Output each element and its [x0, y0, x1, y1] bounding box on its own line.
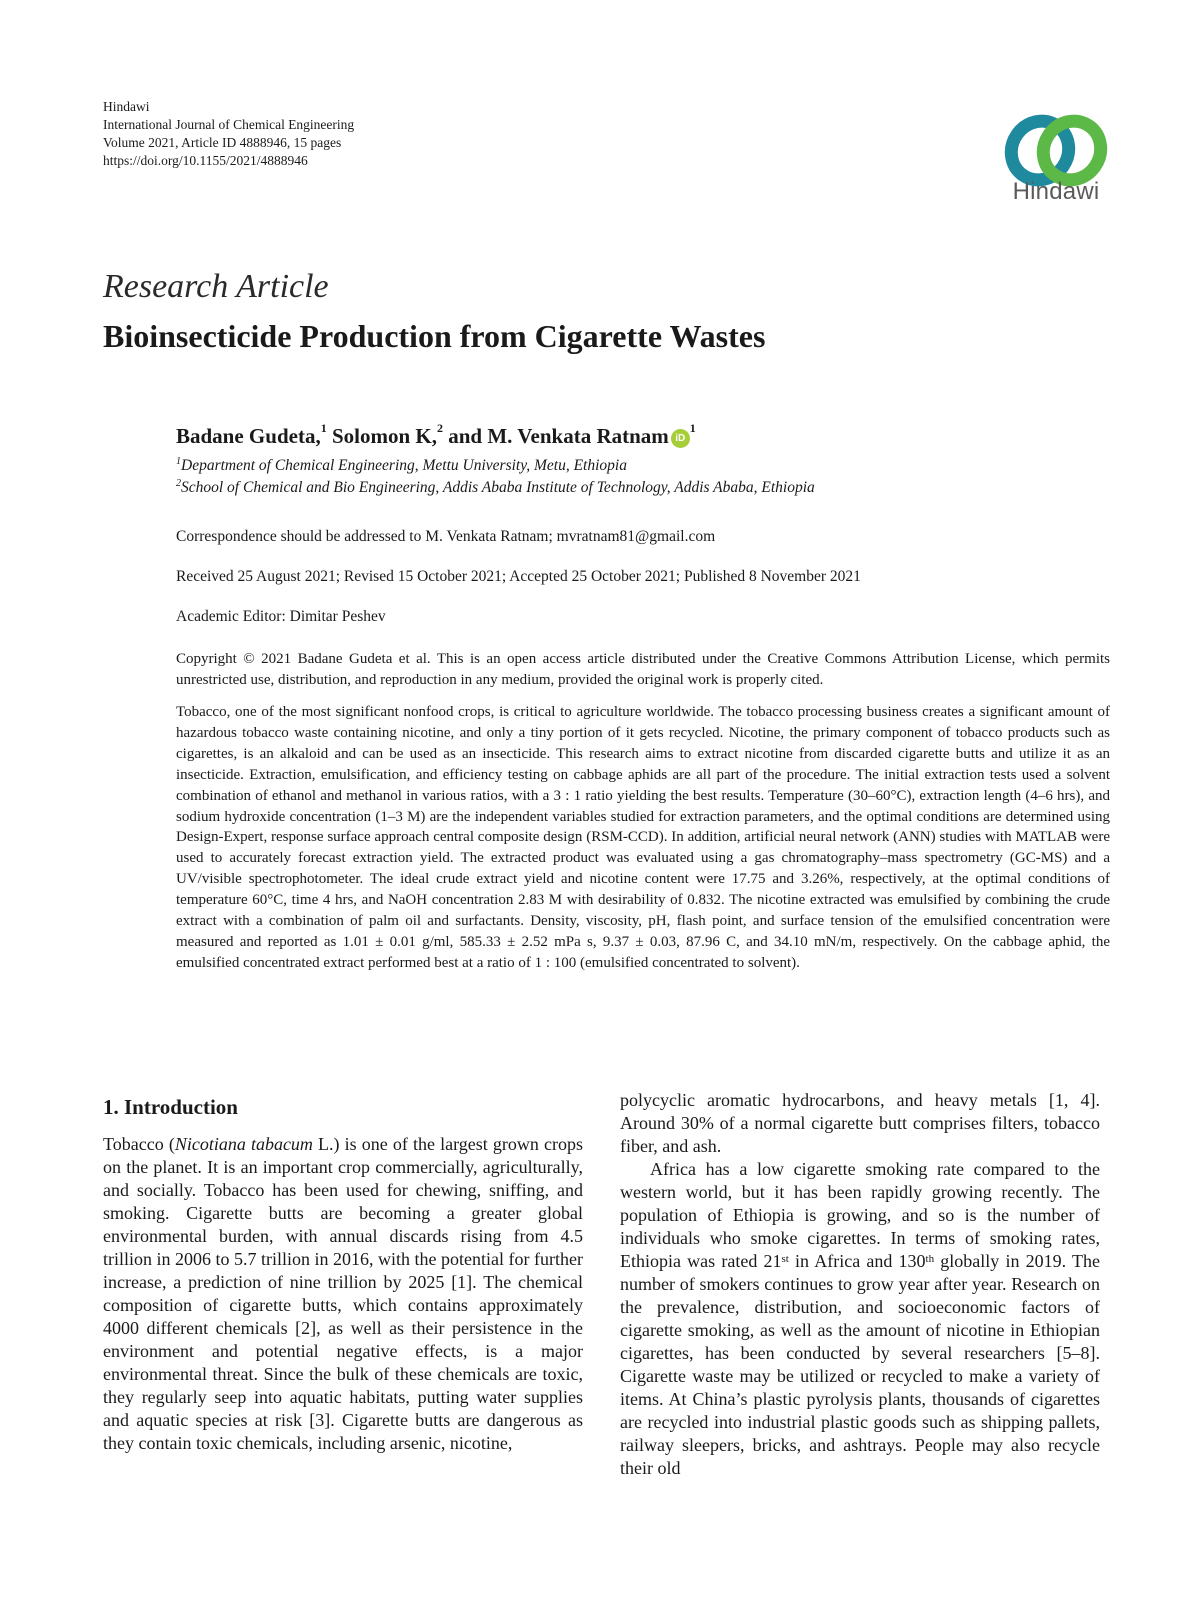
intro-paragraph-2: Africa has a low cigarette smoking rate compared to the western world, but it has been rapidly growing recently. The population of Ethiopia is growing, and so is the number of individuals who smoke cigarettes. In terms of smoking rates, Ethiopia was rated 21st in Africa and 130th globally in 2019. The number of smokers continues to grow year after year. Research on the prevalence, distribution, and socioeconomic factors of cigarette smoking, as well as the amount of nicotine in Ethiopian cigarettes, has been conducted by several researchers [5–8]. Cigarette waste may be utilized or recycled to make a variety of items. At China’s plastic pyrolysis plants, thousands of cigarettes are recycled into industrial plastic goods such as shipping pallets, railway sleepers, bricks, and ashtrays. People may also recycle their old — [620, 1159, 1100, 1478]
body-column-left — [103, 1133, 583, 1455]
journal-name: International Journal of Chemical Engineering — [103, 117, 355, 132]
affiliation-2-num: 2 — [176, 478, 181, 489]
copyright-notice: Copyright © 2021 Badane Gudeta et al. This is an open access article distributed under the Creative Commons Attribution License, which permits unrestricted use, distribution, and reproduction in any medium, provided the original work is properly cited. — [176, 651, 1110, 688]
orcid-icon[interactable]: iD — [671, 429, 690, 448]
affiliation-1 — [176, 457, 627, 475]
intro-paragraph-1: Tobacco (Nicotiana tabacum L.) is one of the largest grown crops on the planet. It is an important crop commercially, agriculturally, and socially. Tobacco has been used for chewing, sniffing, and smoking. Cigarette butts are becoming a greater global environmental burden, with annual discards rising from 4.5 trillion in 2006 to 5.7 trillion in 2016, with the potential for further increase, a prediction of nine trillion by 2025 [1]. The chemical composition of cigarette butts, which contains approximately 4000 different chemicals [2], as well as their persistence in the environment and potential negative effects, is a major environmental threat. Since the bulk of these chemicals are toxic, they regularly seep into aquatic habitats, putting water supplies and aquatic species at risk [3]. Cigarette butts are dangerous as they contain toxic chemicals, including arsenic, nicotine, — [103, 1134, 583, 1453]
abstract: Tobacco, one of the most significant nonfood crops, is critical to agriculture worldwide. The tobacco processing business creates a significant amount of hazardous tobacco waste containing nicotine, and only a tiny portion of it gets recycled. Nicotine, the primary component of tobacco products such as cigarettes, is an alkaloid and can be used as an insecticide. This research aims to extract nicotine from discarded cigarette butts and utilize it as an insecticide. Extraction, emulsification, and efficiency testing on cabbage aphids are all part of the procedure. The initial extraction tests used a solvent combination of ethanol and methanol in various ratios, with a 3 : 1 ratio yielding the best results. Temperature (30–60°C), extraction length (4–6 hrs), and sodium hydroxide concentration (1–3 M) are the independent variables studied for extraction parameters, and the optimal conditions are determined using Design-Expert, response surface approach central composite design (RSM-CCD). In addition, artificial neural network (ANN) studies with MATLAB were used to accurately forecast extraction yield. The extracted product was evaluated using a gas chromatography–mass spectrometry (GC-MS) and a UV/visible spectrophotometer. The ideal crude extract yield and nicotine content were 17.75 and 3.26%, respectively, at the optimal conditions of temperature 60°C, time 4 hrs, and NaOH concentration 2.83 M with desirability of 0.832. The nicotine extracted was emulsified by combining the crude extract with a combination of palm oil and surfactants. Density, viscosity, pH, flash point, and surface tension of the emulsified concentration were measured and reported as 1.01 ± 0.01 g/ml, 585.33 ± 2.52 mPa s, 9.37 ± 0.03, 87.96 C, and 34.10 mN/m, respectively. On the cabbage aphid, the emulsified concentrated extract performed best at a ratio of 1 : 100 (emulsified concentrated to solvent). — [176, 704, 1110, 971]
affiliation-1-num: 1 — [176, 456, 181, 467]
article-type: Research Article — [103, 268, 329, 305]
section-heading-introduction: 1. Introduction — [103, 1095, 238, 1119]
affiliation-1-text: Department of Chemical Engineering, Mettu University, Metu, Ethiopia — [181, 457, 627, 474]
author-2[interactable]: Solomon K, — [331, 424, 437, 448]
academic-editor: Academic Editor: Dimitar Peshev — [176, 608, 386, 625]
author-2-affil: 2 — [436, 421, 443, 435]
species-name: Nicotiana tabacum — [174, 1134, 313, 1154]
article-title: Bioinsecticide Production from Cigarette Wastes — [103, 318, 766, 354]
body-column-right — [620, 1089, 1100, 1480]
publication-dates: Received 25 August 2021; Revised 15 October 2021; Accepted 25 October 2021; Published 8 November 2021 — [176, 568, 861, 585]
affiliation-2 — [176, 479, 815, 497]
volume-line: Volume 2021, Article ID 4888946, 15 pages — [103, 135, 342, 150]
author-list — [176, 421, 696, 449]
journal-meta — [103, 98, 354, 170]
author-1-affil: 1 — [320, 421, 327, 435]
author-3[interactable]: and M. Venkata Ratnam — [448, 424, 669, 448]
doi-link[interactable]: https://doi.org/10.1155/2021/4888946 — [103, 153, 308, 168]
publisher-name: Hindawi — [103, 99, 150, 114]
correspondence: Correspondence should be addressed to M. Venkata Ratnam; mvratnam81@gmail.com — [176, 528, 716, 545]
affiliation-2-text: School of Chemical and Bio Engineering, Addis Ababa Institute of Technology, Addis Ababa, Ethiopia — [181, 479, 815, 496]
hindawi-wordmark: Hindawi — [1012, 178, 1100, 205]
author-3-affil: 1 — [689, 421, 696, 435]
intro-paragraph-1-cont: polycyclic aromatic hydrocarbons, and heavy metals [1, 4]. Around 30% of a normal cigarette butt comprises filters, tobacco fiber, and ash. — [620, 1090, 1100, 1156]
author-1[interactable]: Badane Gudeta, — [176, 424, 321, 448]
